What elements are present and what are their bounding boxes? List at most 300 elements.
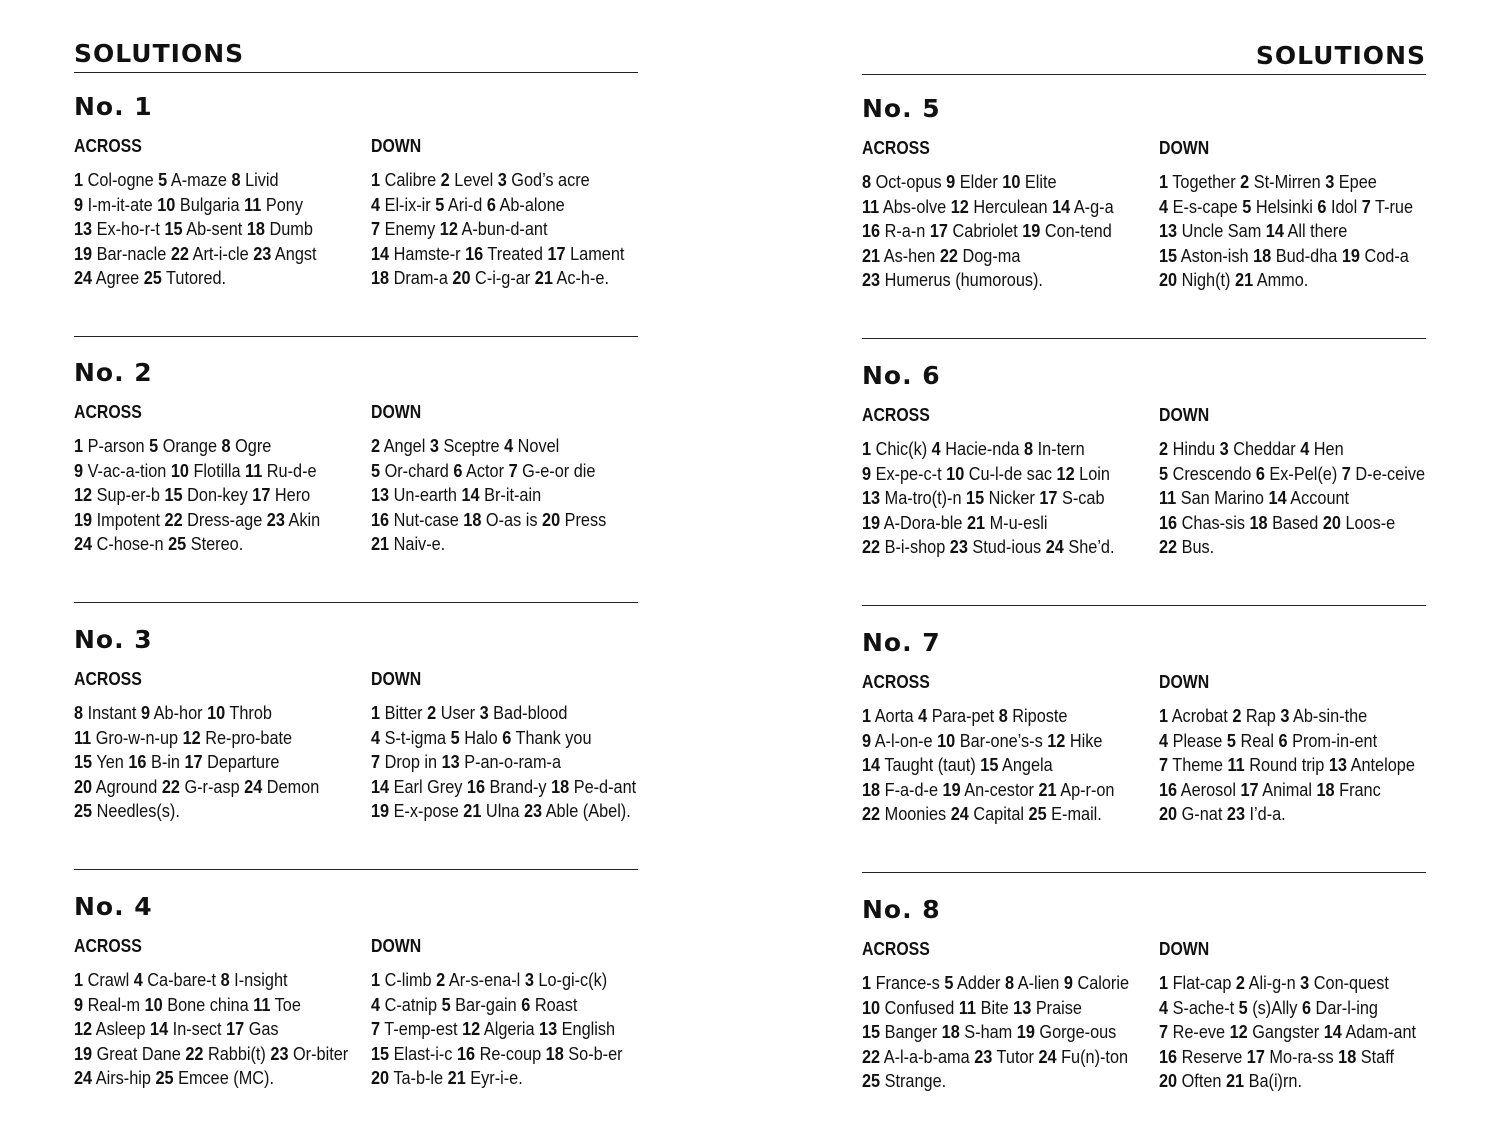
clue-number: 23 xyxy=(974,1045,993,1067)
clue-number: 21 xyxy=(1235,269,1254,290)
clue-answer: Pe-d-ant xyxy=(573,775,637,797)
clue-line xyxy=(371,775,637,800)
clue-number: 8 xyxy=(1005,972,1015,993)
clue-line xyxy=(74,508,329,533)
clue-number: 14 xyxy=(1052,195,1071,217)
clue-answer: Helsinki xyxy=(1255,195,1313,217)
clue-number: 9 xyxy=(862,462,872,484)
clue-number: 8 xyxy=(998,705,1008,726)
clue-number: 15 xyxy=(371,1042,390,1064)
clue-line xyxy=(1159,996,1394,1021)
clue-number: 17 xyxy=(226,1018,245,1039)
down-heading: DOWN xyxy=(1159,939,1210,959)
clue-answer: Re-pro-bate xyxy=(205,726,293,748)
clue-number: 22 xyxy=(185,1042,204,1064)
clue-number: 7 xyxy=(1159,1021,1169,1042)
clue-answer: Angel xyxy=(383,435,426,456)
clue-answer: Needles(s). xyxy=(96,800,180,821)
clue-number: 16 xyxy=(371,508,390,530)
down-heading: DOWN xyxy=(1159,138,1210,158)
clue-number: 4 xyxy=(504,435,514,456)
puzzle-solution-7 xyxy=(862,628,1426,873)
clue-line xyxy=(1159,170,1394,195)
clue-line xyxy=(1159,1045,1394,1070)
clue-answer: Tutor xyxy=(996,1045,1034,1067)
clue-number: 24 xyxy=(244,775,263,797)
puzzle-solution-2 xyxy=(74,358,638,603)
clue-number: 6 xyxy=(1301,996,1312,1018)
clue-answer: Ar-s-ena-l xyxy=(448,969,521,990)
clue-answer: O-as is xyxy=(485,508,538,530)
clue-number: 10 xyxy=(1002,171,1021,192)
clue-line xyxy=(862,486,1117,511)
clue-number: 12 xyxy=(182,726,201,748)
clue-number: 16 xyxy=(1159,1045,1178,1067)
clue-number: 12 xyxy=(74,1018,93,1039)
down-column xyxy=(371,934,638,1091)
clue-answer: Halo xyxy=(464,726,498,748)
clue-answer: Novel xyxy=(517,435,560,456)
clue-number: 19 xyxy=(942,778,961,800)
clue-answer: Hero xyxy=(274,484,311,505)
clue-line xyxy=(74,168,329,193)
clue-answer: An-cestor xyxy=(964,778,1034,800)
clue-answer: Departure xyxy=(207,751,280,772)
clue-line xyxy=(862,462,1117,487)
puzzle-title: No. 1 xyxy=(74,92,153,121)
clue-answer: Dar-l-ing xyxy=(1315,996,1378,1018)
clue-number: 18 xyxy=(1249,511,1268,533)
puzzle-title: No. 2 xyxy=(74,358,153,387)
clue-number: 8 xyxy=(220,969,230,990)
clue-answer: Stud-ious xyxy=(972,536,1042,557)
clue-answer: Stereo. xyxy=(190,533,244,554)
clue-line xyxy=(74,434,329,459)
clue-number: 10 xyxy=(157,193,176,215)
clue-line xyxy=(1159,486,1394,511)
clue-answer: Treated xyxy=(487,242,543,264)
clue-answer: C-atnip xyxy=(384,993,438,1015)
clue-number: 24 xyxy=(74,533,93,554)
clue-line xyxy=(1159,244,1409,269)
clue-number: 18 xyxy=(545,1042,564,1064)
clue-answer: Ammo. xyxy=(1256,269,1309,290)
clue-answer: Loin xyxy=(1079,462,1110,484)
right-page xyxy=(862,0,1426,1136)
clue-number: 14 xyxy=(1323,1021,1342,1042)
clue-line xyxy=(74,242,329,267)
clue-answer: Please xyxy=(1172,729,1223,751)
clue-number: 22 xyxy=(170,242,189,264)
clue-answer: Aorta xyxy=(874,705,914,726)
clue-answer: Ex-pe-c-t xyxy=(875,462,942,484)
clue-answer: Fu(n)-ton xyxy=(1061,1045,1129,1067)
clue-line xyxy=(1159,219,1394,244)
clue-number: 8 xyxy=(1023,438,1034,459)
clue-number: 9 xyxy=(74,459,84,481)
clue-answer: Naiv-e. xyxy=(393,533,446,554)
clue-number: 11 xyxy=(244,193,262,215)
clue-number: 6 xyxy=(1317,195,1327,217)
clue-answer: Angst xyxy=(274,242,317,264)
clue-number: 19 xyxy=(74,242,93,264)
clue-answer: Hen xyxy=(1313,438,1344,459)
clue-number: 11 xyxy=(74,726,92,748)
clue-answer: Bitter xyxy=(384,702,423,723)
clue-number: 25 xyxy=(862,1070,881,1091)
clue-number: 9 xyxy=(74,193,84,215)
clue-answer: In-tern xyxy=(1037,438,1085,459)
clue-line xyxy=(862,971,1130,996)
clue-answer: Sceptre xyxy=(443,435,500,456)
clue-number: 2 xyxy=(1235,972,1245,993)
clue-number: 1 xyxy=(371,169,381,190)
clue-number: 5 xyxy=(158,169,168,190)
clue-answer: P-arson xyxy=(87,435,145,456)
clue-answer: E-mail. xyxy=(1051,803,1102,824)
clue-number: 17 xyxy=(1240,778,1259,800)
clue-line xyxy=(1159,1069,1394,1094)
clue-number: 11 xyxy=(862,195,880,217)
clue-answer: E-x-pose xyxy=(393,800,459,821)
clue-answer: User xyxy=(440,702,476,723)
clue-number: 2 xyxy=(1232,705,1242,726)
clue-answer: Able (Abel). xyxy=(545,800,631,821)
clue-answer: Cod-a xyxy=(1364,244,1409,266)
clue-number: 19 xyxy=(1341,244,1360,266)
clue-answer: Enemy xyxy=(384,218,436,239)
clue-answer: Actor xyxy=(466,459,505,481)
clue-number: 7 xyxy=(1341,462,1351,484)
clue-number: 13 xyxy=(441,751,460,772)
clue-number: 1 xyxy=(1159,171,1169,192)
clue-number: 20 xyxy=(542,508,561,530)
clue-answer: Calibre xyxy=(384,169,437,190)
clue-number: 16 xyxy=(862,220,881,241)
clue-line xyxy=(371,726,606,751)
clue-number: 4 xyxy=(918,705,928,726)
clue-line xyxy=(1159,535,1394,560)
puzzle-title: No. 7 xyxy=(862,628,941,657)
clue-answer: Aerosol xyxy=(1180,778,1236,800)
clue-number: 23 xyxy=(949,536,968,557)
clue-answer: English xyxy=(561,1018,616,1039)
clue-number: 22 xyxy=(1159,536,1178,557)
clue-answer: Don-key xyxy=(187,484,248,505)
clue-number: 22 xyxy=(161,775,180,797)
clue-answer: R-a-n xyxy=(884,220,926,241)
clue-number: 18 xyxy=(941,1021,960,1042)
clue-number: 4 xyxy=(1159,996,1169,1018)
clue-number: 11 xyxy=(245,459,263,481)
clue-number: 25 xyxy=(155,1067,174,1088)
clue-number: 14 xyxy=(1268,487,1287,508)
clue-answer: Brand-y xyxy=(489,775,547,797)
clue-answer: Ex-Pel(e) xyxy=(1269,462,1338,484)
clue-answer: Asleep xyxy=(95,1018,146,1039)
clue-number: 23 xyxy=(253,242,272,264)
clue-number: 9 xyxy=(946,171,956,192)
puzzle-solution-3 xyxy=(74,625,638,870)
clue-number: 5 xyxy=(371,459,381,481)
clue-number: 19 xyxy=(371,800,390,821)
clue-answer: Nigh(t) xyxy=(1181,269,1231,290)
clue-answer: Crawl xyxy=(87,969,130,990)
clue-number: 22 xyxy=(862,536,881,557)
clue-answer: Demon xyxy=(266,775,320,797)
clue-answer: Real-m xyxy=(87,993,141,1015)
clue-answer: A-l-a-b-ama xyxy=(883,1045,970,1067)
clue-answer: Prom-in-ent xyxy=(1292,729,1378,751)
clue-number: 24 xyxy=(950,803,969,824)
across-column xyxy=(862,136,1152,293)
clue-answer: A-Dora-ble xyxy=(883,511,963,533)
clue-number: 12 xyxy=(462,1018,481,1039)
clue-answer: A-lien xyxy=(1017,972,1060,993)
clue-line xyxy=(74,193,329,218)
clue-number: 10 xyxy=(207,702,226,723)
clue-number: 10 xyxy=(862,996,881,1018)
clue-number: 4 xyxy=(1159,195,1169,217)
clue-answer: C-i-g-ar xyxy=(475,267,531,288)
clue-answer: Dog-ma xyxy=(962,244,1021,266)
clue-line xyxy=(74,775,329,800)
clue-number: 3 xyxy=(497,169,507,190)
clue-number: 25 xyxy=(143,267,162,288)
clue-line xyxy=(74,726,329,751)
clue-answer: Ari-d xyxy=(447,193,483,215)
clue-answer: F-a-d-e xyxy=(884,778,939,800)
clue-answer: Together xyxy=(1172,171,1236,192)
clue-number: 12 xyxy=(950,195,969,217)
clue-number: 22 xyxy=(164,508,183,530)
clue-number: 3 xyxy=(1219,438,1229,459)
clue-line xyxy=(862,753,1117,778)
clue-number: 10 xyxy=(937,729,956,751)
clue-answer: Strange. xyxy=(884,1070,947,1091)
clue-answer: Emcee (MC). xyxy=(178,1067,274,1088)
across-heading: ACROSS xyxy=(862,939,930,959)
clue-number: 23 xyxy=(523,800,543,821)
clue-number: 14 xyxy=(371,242,390,264)
clue-number: 18 xyxy=(1316,778,1335,800)
down-column xyxy=(371,134,638,291)
clue-answer: Ac-h-e. xyxy=(556,267,609,288)
clue-line xyxy=(862,170,1117,195)
puzzle-solution-4 xyxy=(74,892,638,1136)
down-column xyxy=(1159,670,1426,827)
clue-line xyxy=(862,1020,1117,1045)
clue-number: 14 xyxy=(371,775,390,797)
clue-answer: St-Mirren xyxy=(1253,171,1321,192)
clue-number: 17 xyxy=(1039,487,1058,508)
clue-number: 1 xyxy=(74,969,84,990)
clue-answer: Ab-sent xyxy=(186,218,243,239)
across-heading: ACROSS xyxy=(862,138,930,158)
puzzle-solution-1 xyxy=(74,92,638,337)
clue-number: 19 xyxy=(74,1042,93,1064)
clue-number: 2 xyxy=(440,169,450,190)
clue-number: 11 xyxy=(1227,754,1245,775)
clue-number: 2 xyxy=(436,969,446,990)
clue-answer: Ca-bare-t xyxy=(147,969,217,990)
clue-number: 21 xyxy=(463,800,482,821)
clue-line xyxy=(862,437,1117,462)
clue-answer: Re-eve xyxy=(1172,1021,1226,1042)
clue-answer: Sup-er-b xyxy=(96,484,160,505)
clue-answer: S-t-igma xyxy=(384,726,447,748)
clue-answer: Idol xyxy=(1330,195,1358,217)
clue-number: 10 xyxy=(144,993,163,1015)
clue-number: 25 xyxy=(74,800,93,821)
clue-line xyxy=(371,750,606,775)
clue-number: 13 xyxy=(1328,754,1347,775)
clue-number: 21 xyxy=(534,267,553,288)
clue-answer: Oct-opus xyxy=(875,171,942,192)
clue-number: 6 xyxy=(1278,729,1288,751)
clue-line xyxy=(862,802,1117,827)
clue-answer: S-ache-t xyxy=(1172,996,1235,1018)
clue-answer: Ta-b-le xyxy=(393,1067,444,1088)
clue-number: 11 xyxy=(253,993,271,1015)
clue-answer: Nut-case xyxy=(393,508,459,530)
clue-number: 5 xyxy=(149,435,159,456)
clue-answer: Tutored. xyxy=(166,267,227,288)
clue-line xyxy=(862,535,1117,560)
clue-number: 5 xyxy=(450,726,460,748)
clue-answer: A-g-a xyxy=(1073,195,1114,217)
clue-number: 23 xyxy=(270,1042,289,1064)
clue-number: 16 xyxy=(456,1042,476,1064)
clue-line xyxy=(862,1069,1117,1094)
clue-line xyxy=(74,217,329,242)
clue-number: 17 xyxy=(1246,1045,1265,1067)
clue-line xyxy=(371,701,606,726)
clue-answer: Chas-sis xyxy=(1181,511,1245,533)
clue-number: 13 xyxy=(1159,220,1178,241)
clue-answer: Eyr-i-e. xyxy=(470,1067,523,1088)
clue-answer: So-b-er xyxy=(568,1042,623,1064)
clue-answer: Humerus (humorous). xyxy=(884,269,1043,290)
clue-line xyxy=(1159,729,1394,754)
clue-number: 19 xyxy=(1022,220,1041,241)
clue-line xyxy=(371,508,606,533)
clue-answer: Great Dane xyxy=(96,1042,181,1064)
clue-number: 11 xyxy=(1159,487,1177,508)
clue-number: 18 xyxy=(371,267,390,288)
clue-answer: Algeria xyxy=(483,1018,535,1039)
clue-number: 12 xyxy=(1047,729,1066,751)
clue-answer: Gorge-ous xyxy=(1039,1021,1117,1042)
clue-answer: Ali-g-n xyxy=(1248,972,1296,993)
clue-number: 15 xyxy=(1159,244,1178,266)
clue-answer: Dumb xyxy=(269,218,313,239)
clue-number: 24 xyxy=(74,267,93,288)
clue-answer: Elite xyxy=(1024,171,1057,192)
clue-answer: Or-biter xyxy=(293,1042,349,1064)
clue-number: 21 xyxy=(447,1067,466,1088)
clue-number: 19 xyxy=(862,511,881,533)
clue-line xyxy=(371,1066,606,1091)
clue-answer: Theme xyxy=(1172,754,1223,775)
puzzle-title: No. 8 xyxy=(862,895,941,924)
clue-answer: Rap xyxy=(1245,705,1276,726)
clue-answer: Thank you xyxy=(515,726,592,748)
clue-number: 18 xyxy=(463,508,482,530)
clue-number: 20 xyxy=(1159,269,1178,290)
clue-number: 10 xyxy=(946,462,965,484)
clue-answer: Reserve xyxy=(1181,1045,1243,1067)
clue-number: 17 xyxy=(184,751,203,772)
clue-number: 5 xyxy=(1159,462,1169,484)
clue-line xyxy=(862,704,1117,729)
clue-number: 13 xyxy=(1013,996,1032,1018)
clue-number: 15 xyxy=(980,754,999,775)
clue-line xyxy=(862,511,1117,536)
clue-number: 20 xyxy=(452,267,471,288)
clue-number: 15 xyxy=(966,487,985,508)
clue-answer: Crescendo xyxy=(1172,462,1252,484)
puzzle-title: No. 5 xyxy=(862,94,941,123)
down-heading: DOWN xyxy=(371,136,422,156)
clue-answer: Bus. xyxy=(1181,536,1215,557)
clue-number: 1 xyxy=(371,969,381,990)
clue-answer: A-l-on-e xyxy=(874,729,933,751)
clue-answer: Loos-e xyxy=(1345,511,1396,533)
clue-answer: S-cab xyxy=(1061,487,1105,508)
clue-answer: Hacie-nda xyxy=(945,438,1020,459)
clue-number: 7 xyxy=(371,218,381,239)
clue-answer: Bulgaria xyxy=(179,193,240,215)
clue-number: 24 xyxy=(1038,1045,1057,1067)
clue-answer: Uncle Sam xyxy=(1181,220,1262,241)
clue-number: 18 xyxy=(551,775,570,797)
clue-answer: Con-quest xyxy=(1313,972,1389,993)
down-column xyxy=(1159,403,1426,560)
clue-answer: Acrobat xyxy=(1171,705,1228,726)
clue-number: 1 xyxy=(371,702,381,723)
clue-number: 16 xyxy=(466,775,486,797)
clue-answer: Cu-l-de sac xyxy=(968,462,1053,484)
clue-answer: Earl Grey xyxy=(393,775,463,797)
clue-answer: Br-it-ain xyxy=(484,484,542,505)
clue-answer: All there xyxy=(1287,220,1348,241)
clue-number: 3 xyxy=(479,702,489,723)
clue-number: 12 xyxy=(439,218,458,239)
clue-number: 20 xyxy=(74,775,93,797)
clue-number: 4 xyxy=(371,726,381,748)
clue-answer: Rabbi(t) xyxy=(207,1042,266,1064)
clue-number: 21 xyxy=(1225,1070,1245,1091)
clue-number: 8 xyxy=(221,435,231,456)
clue-number: 5 xyxy=(435,193,445,215)
clue-number: 15 xyxy=(862,1021,881,1042)
clue-number: 17 xyxy=(929,220,948,241)
clue-line xyxy=(862,729,1117,754)
clue-number: 1 xyxy=(862,438,872,459)
clue-line xyxy=(74,701,329,726)
clue-line xyxy=(862,778,1117,803)
clue-answer: (s)Ally xyxy=(1252,996,1298,1018)
clue-number: 9 xyxy=(74,993,84,1015)
clue-answer: S-ham xyxy=(964,1021,1013,1042)
down-column xyxy=(371,667,638,824)
clue-number: 6 xyxy=(453,459,463,481)
across-heading: ACROSS xyxy=(862,405,930,425)
clue-line xyxy=(371,799,631,824)
clue-answer: Ma-tro(t)-n xyxy=(884,487,962,508)
down-heading: DOWN xyxy=(1159,672,1210,692)
